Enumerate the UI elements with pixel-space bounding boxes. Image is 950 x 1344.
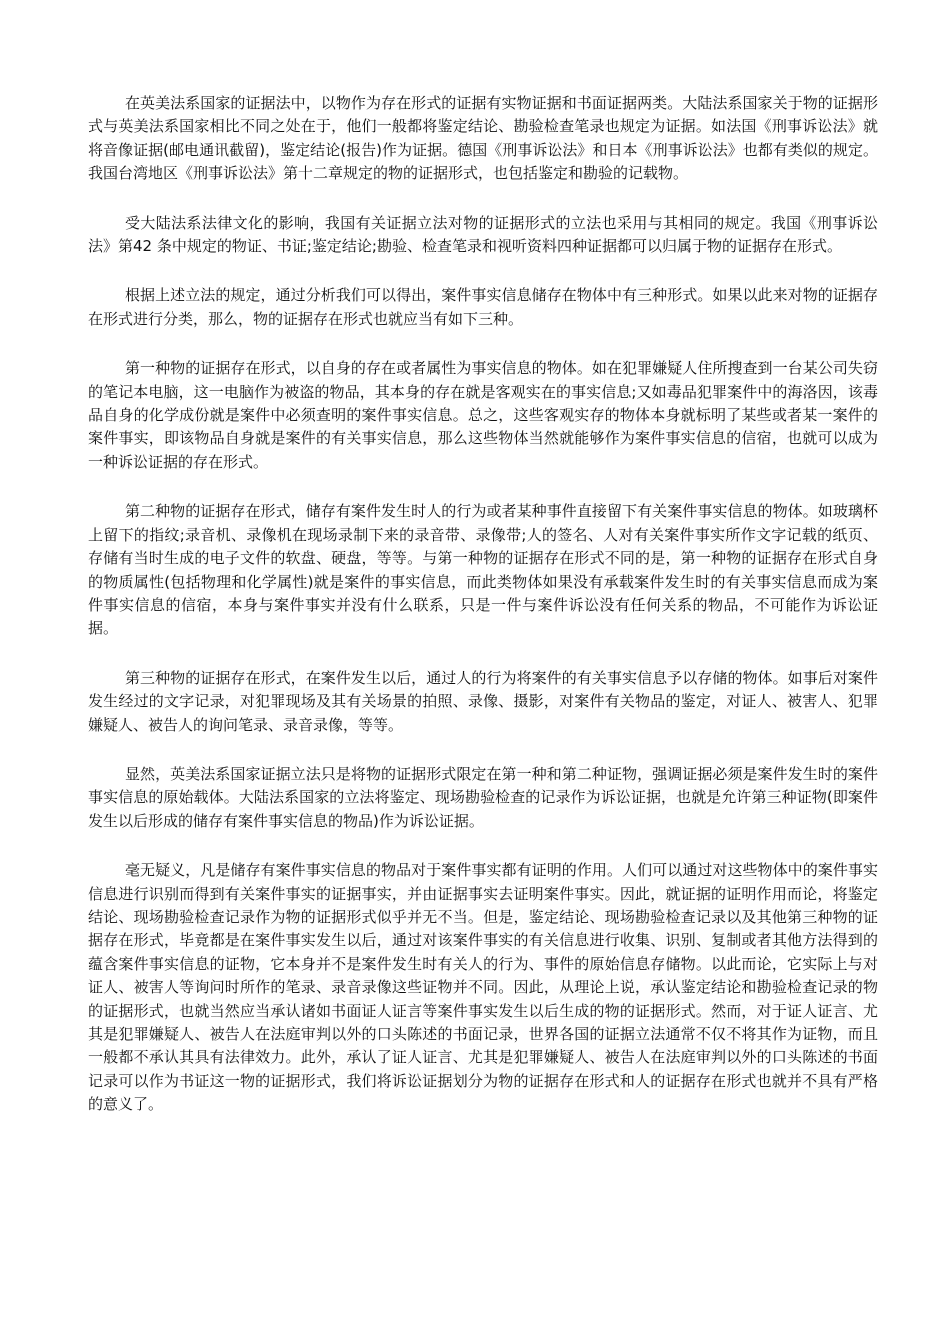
paragraph-8: 毫无疑义，凡是储存有案件事实信息的物品对于案件事实都有证明的作用。人们可以通过对这些物体中的案件事实信息进行识别而得到有关案件事实的证据事实，并由证据事实去证明案件事实。因此，就证据的证明作用而论，将鉴定结论、现场勘验检查记录作为物的证据形式似乎并无不当。但是，鉴定结论、现场勘验检查记录以及其他第三种物的证据存在形式，毕竟都是在案件事实发生以后，通过对该案件事实的有关信息进行收集、识别、复制或者其他方法得到的蕴含案件事实信息的证物，它本身并不是案件发生时有关人的行为、事件的原始信息存储物。以此而论，它实际上与对证人、被害人等询问时所作的笔录、录音录像这些证物并不同。因此，从理论上说，承认鉴定结论和勘验检查记录的物的证据形式，也就当然应当承认诸如书面证人证言等案件事实发生以后生成的物的证据形式。然而，对于证人证言、尤其是犯罪嫌疑人、被告人在法庭审判以外的口头陈述的书面记录，世界各国的证据立法通常不仅不将其作为证物，而且一般都不承认其具有法律效力。此外，承认了证人证言、尤其是犯罪嫌疑人、被告人在法庭审判以外的口头陈述的书面记录可以作为书证这一物的证据形式，我们将诉讼证据划分为物的证据存在形式和人的证据存在形式也就并不具有严格的意义了。 [88, 861, 878, 1114]
paragraph-1: 在英美法系国家的证据法中，以物作为存在形式的证据有实物证据和书面证据两类。大陆法系国家关于物的证据形式与英美法系国家相比不同之处在于，他们一般都将鉴定结论、勘验检查笔录也规定为证据。如法国《刑事诉讼法》就将音像证据(邮电通讯截留)，鉴定结论(报告)作为证据。德国《刑事诉讼法》和日本《刑事诉讼法》也都有类似的规定。我国台湾地区《刑事诉讼法》第十二章规定的物的证据形式，也包括鉴定和勘验的记载物。 [88, 94, 878, 183]
paragraph-7: 显然，英美法系国家证据立法只是将物的证据形式限定在第一种和第二种证物，强调证据必须是案件发生时的案件事实信息的原始载体。大陆法系国家的立法将鉴定、现场勘验检查的记录作为诉讼证据，也就是允许第三种证物(即案件发生以后形成的储存有案件事实信息的物品)作为诉讼证据。 [88, 764, 878, 830]
paragraph-3: 根据上述立法的规定，通过分析我们可以得出，案件事实信息储存在物体中有三种形式。如果以此来对物的证据存在形式进行分类，那么，物的证据存在形式也就应当有如下三种。 [88, 286, 878, 328]
paragraph-4: 第一种物的证据存在形式，以自身的存在或者属性为事实信息的物体。如在犯罪嫌疑人住所搜查到一台某公司失窃的笔记本电脑，这一电脑作为被盗的物品，其本身的存在就是客观实在的事实信息;又如毒品犯罪案件中的海洛因，该毒品自身的化学成份就是案件中必须查明的案件事实信息。总之，这些客观实存的物体本身就标明了某些或者某一案件的案件事实，即该物品自身就是案件的有关事实信息，那么这些物体当然就能够作为案件事实信息的信宿，也就可以成为一种诉讼证据的存在形式。 [88, 359, 878, 471]
paragraph-6: 第三种物的证据存在形式，在案件发生以后，通过人的行为将案件的有关事实信息予以存储的物体。如事后对案件发生经过的文字记录，对犯罪现场及其有关场景的拍照、录像、摄影，对案件有关物品的鉴定，对证人、被害人、犯罪嫌疑人、被告人的询问笔录、录音录像，等等。 [88, 668, 878, 734]
paragraph-2: 受大陆法系法律文化的影响，我国有关证据立法对物的证据形式的立法也采用与其相同的规定。我国《刑事诉讼法》第42 条中规定的物证、书证;鉴定结论;勘验、检查笔录和视听资料四种证据都可以归属于物的证据存在形式。 [88, 213, 878, 256]
paragraph-5: 第二种物的证据存在形式，储存有案件发生时人的行为或者某种事件直接留下有关案件事实信息的物体。如玻璃杯上留下的指纹;录音机、录像机在现场录制下来的录音带、录像带;人的签名、人对有关案件事实所作文字记载的纸页、存储有当时生成的电子文件的软盘、硬盘，等等。与第一种物的证据存在形式不同的是，第一种物的证据存在形式自身的物质属性(包括物理和化学属性)就是案件的事实信息，而此类物体如果没有承载案件发生时的有关事实信息而成为案件事实信息的信宿，本身与案件事实并没有什么联系，只是一件与案件诉讼没有任何关系的物品，不可能作为诉讼证据。 [88, 502, 878, 638]
document-page [88, 92, 878, 1143]
